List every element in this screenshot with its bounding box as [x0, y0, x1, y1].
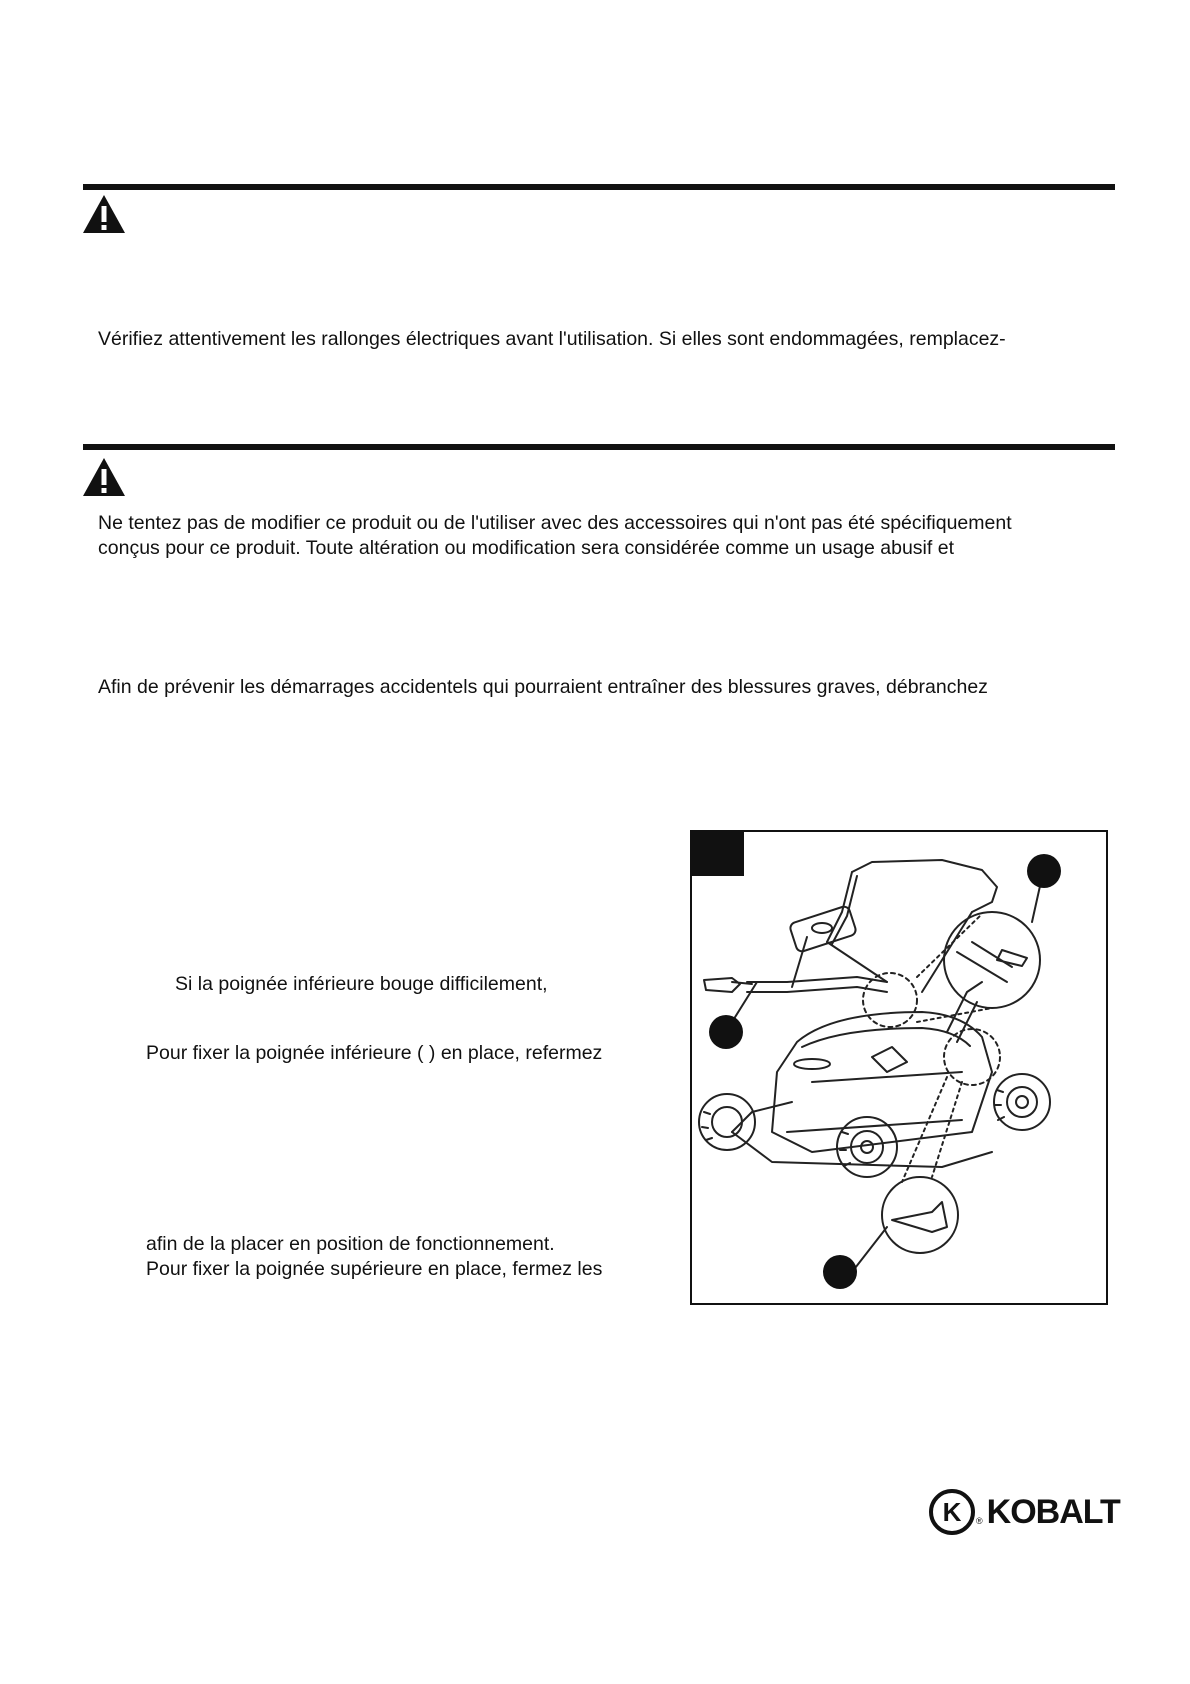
kobalt-emblem-icon: [928, 1488, 976, 1536]
emblem-letter: K: [942, 1497, 962, 1527]
warning-2-line-2: conçus pour ce produit. Toute altération ou modification sera considérée comme un usage abusif et: [98, 537, 954, 559]
instruction-step-3: afin de la placer en position de fonctionnement.: [146, 1233, 555, 1255]
mower-illustration: [692, 832, 1110, 1307]
warning-triangle-icon: [81, 193, 127, 235]
kobalt-logo: [928, 1484, 1120, 1540]
section-rule-1: [83, 184, 1115, 190]
logo-wordmark: KOBALT: [986, 1492, 1120, 1531]
warning-1-text: Vérifiez attentivement les rallonges électriques avant l'utilisation. Si elles sont endommagées, remplacez-: [98, 328, 1006, 350]
instruction-step-1: Si la poignée inférieure bouge difficilement,: [175, 973, 548, 995]
mower-figure: [690, 830, 1108, 1305]
warning-2-line-1: Ne tentez pas de modifier ce produit ou de l'utiliser avec des accessoires qui n'ont pas été spécifiquement: [98, 512, 1012, 534]
callout-dot-bottom: [823, 1255, 857, 1289]
warning-triangle-icon: [81, 456, 127, 498]
callout-dot-left: [709, 1015, 743, 1049]
instruction-step-4: Pour fixer la poignée supérieure en place, fermez les: [146, 1258, 603, 1280]
section-rule-2: [83, 444, 1115, 450]
callout-dot-top-right: [1027, 854, 1061, 888]
instruction-step-2: Pour fixer la poignée inférieure ( ) en place, refermez: [146, 1042, 603, 1064]
warning-2-line-3: Afin de prévenir les démarrages accidentels qui pourraient entraîner des blessures graves, débranchez: [98, 676, 988, 698]
logo-registered-mark: ®: [976, 1516, 983, 1526]
